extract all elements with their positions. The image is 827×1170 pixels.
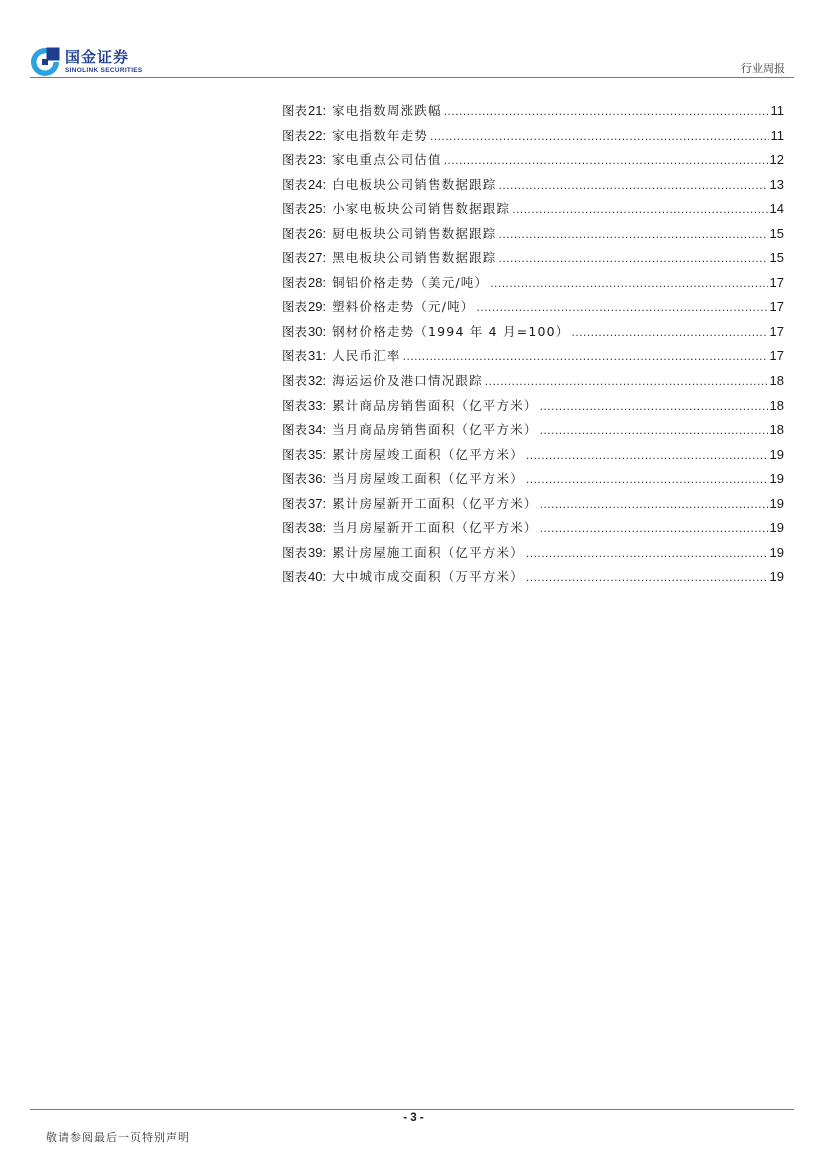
toc-dot-leader — [403, 349, 768, 363]
toc-entry-number: 37: — [308, 495, 327, 511]
toc-entry[interactable] — [282, 199, 784, 224]
table-of-figures — [282, 101, 784, 592]
footer-divider — [30, 1109, 794, 1110]
toc-entry-title: 累计房屋施工面积（亿平方米） — [332, 544, 524, 560]
toc-entry-title: 累计房屋竣工面积（亿平方米） — [332, 446, 524, 462]
toc-entry-page: 19 — [769, 471, 784, 487]
toc-entry[interactable] — [282, 371, 784, 396]
toc-dot-leader — [444, 153, 768, 167]
toc-entry-number: 21: — [308, 103, 327, 118]
toc-dot-leader — [444, 104, 769, 118]
toc-entry-number: 30: — [308, 323, 327, 339]
toc-entry-page: 18 — [769, 373, 784, 389]
toc-entry[interactable] — [282, 543, 784, 568]
toc-entry-page: 14 — [769, 201, 784, 217]
toc-entry-page: 17 — [769, 274, 784, 290]
toc-dot-leader — [540, 399, 768, 413]
toc-entry-title: 当月商品房销售面积（亿平方米） — [332, 422, 538, 438]
toc-entry-number: 24: — [308, 176, 327, 192]
toc-entry-title: 钢材价格走势（1994 年 4 月=100） — [332, 323, 570, 339]
toc-entry-prefix: 图表 — [282, 201, 308, 217]
toc-entry-prefix: 图表 — [282, 127, 308, 143]
disclaimer-text: 敬请参阅最后一页特别声明 — [46, 1131, 190, 1144]
logo-english-name: SINOLINK SECURITIES — [65, 66, 143, 74]
toc-entry-page: 15 — [769, 250, 784, 266]
toc-entry-prefix: 图表 — [282, 225, 308, 241]
toc-entry-prefix: 图表 — [282, 250, 308, 266]
toc-entry-number: 36: — [308, 471, 327, 487]
toc-entry-title: 当月房屋竣工面积（亿平方米） — [332, 471, 524, 487]
toc-dot-leader — [540, 497, 768, 511]
toc-entry-prefix: 图表 — [282, 520, 308, 536]
toc-entry[interactable] — [282, 445, 784, 470]
toc-entry-prefix: 图表 — [282, 373, 308, 389]
toc-entry-number: 28: — [308, 274, 327, 290]
toc-entry-number: 25: — [308, 201, 327, 217]
toc-dot-leader — [512, 202, 767, 216]
toc-entry-page: 15 — [769, 225, 784, 241]
toc-entry-page: 19 — [769, 495, 784, 511]
sinolink-logo-icon — [30, 47, 60, 77]
toc-entry-title: 累计商品房销售面积（亿平方米） — [332, 397, 538, 413]
toc-entry[interactable] — [282, 346, 784, 371]
toc-dot-leader — [490, 276, 767, 290]
toc-entry-title: 海运运价及港口情况跟踪 — [332, 373, 483, 389]
toc-entry-title: 塑料价格走势（元/吨） — [332, 299, 475, 315]
toc-dot-leader — [526, 570, 768, 584]
toc-entry-page: 18 — [769, 397, 784, 413]
toc-dot-leader — [572, 325, 768, 339]
toc-entry-prefix: 图表 — [282, 422, 308, 438]
toc-entry[interactable] — [282, 101, 784, 126]
toc-entry-title: 当月房屋新开工面积（亿平方米） — [332, 520, 538, 536]
toc-entry-number: 35: — [308, 446, 327, 462]
toc-entry-page: 17 — [769, 348, 784, 364]
toc-entry-number: 40: — [308, 569, 327, 585]
toc-entry-title: 黑电板块公司销售数据跟踪 — [332, 250, 497, 266]
toc-entry-number: 33: — [308, 397, 327, 413]
toc-entry-prefix: 图表 — [282, 348, 308, 364]
toc-entry-prefix: 图表 — [282, 176, 308, 192]
toc-entry[interactable] — [282, 273, 784, 298]
company-logo — [30, 47, 143, 77]
toc-entry-page: 19 — [769, 520, 784, 536]
toc-entry-prefix: 图表 — [282, 446, 308, 462]
toc-entry-number: 26: — [308, 225, 327, 241]
toc-entry-page: 19 — [769, 446, 784, 462]
toc-entry-prefix: 图表 — [282, 569, 308, 585]
toc-dot-leader — [499, 227, 768, 241]
toc-entry-number: 22: — [308, 127, 327, 143]
toc-entry[interactable] — [282, 224, 784, 249]
toc-entry[interactable] — [282, 518, 784, 543]
toc-entry-number: 29: — [308, 299, 327, 315]
toc-entry-page: 17 — [769, 323, 784, 339]
header-divider — [30, 77, 794, 78]
toc-entry-prefix: 图表 — [282, 103, 308, 118]
toc-entry-page: 11 — [770, 103, 784, 118]
toc-entry-prefix: 图表 — [282, 544, 308, 560]
toc-entry-title: 累计房屋新开工面积（亿平方米） — [332, 495, 538, 511]
toc-entry-prefix: 图表 — [282, 495, 308, 511]
toc-entry-page: 12 — [769, 152, 784, 168]
toc-entry[interactable] — [282, 322, 784, 347]
toc-entry-number: 32: — [308, 373, 327, 389]
toc-dot-leader — [526, 448, 768, 462]
toc-entry-title: 大中城市成交面积（万平方米） — [332, 569, 524, 585]
logo-chinese-name: 国金证券 — [65, 47, 130, 66]
toc-entry-number: 23: — [308, 152, 327, 168]
toc-entry[interactable] — [282, 126, 784, 151]
toc-entry[interactable] — [282, 150, 784, 175]
toc-entry-title: 家电指数周涨跌幅 — [332, 103, 442, 118]
toc-dot-leader — [477, 300, 768, 314]
toc-dot-leader — [540, 521, 768, 535]
toc-entry-prefix: 图表 — [282, 152, 308, 168]
toc-entry-prefix: 图表 — [282, 274, 308, 290]
page-number: - 3 - — [403, 1112, 424, 1124]
toc-entry-page: 19 — [769, 544, 784, 560]
page-header — [0, 0, 827, 80]
toc-dot-leader — [499, 178, 768, 192]
toc-dot-leader — [526, 546, 768, 560]
toc-entry[interactable] — [282, 248, 784, 273]
toc-dot-leader — [430, 129, 769, 143]
toc-entry-title: 小家电板块公司销售数据跟踪 — [332, 201, 511, 217]
toc-entry-page: 18 — [769, 422, 784, 438]
toc-entry[interactable] — [282, 297, 784, 322]
toc-entry-title: 家电重点公司估值 — [332, 152, 442, 168]
toc-entry-prefix: 图表 — [282, 471, 308, 487]
toc-entry-title: 铜铝价格走势（美元/吨） — [332, 274, 489, 290]
toc-entry[interactable] — [282, 420, 784, 445]
toc-entry[interactable] — [282, 469, 784, 494]
toc-entry-title: 人民币汇率 — [332, 348, 401, 364]
toc-dot-leader — [499, 251, 768, 265]
toc-entry[interactable] — [282, 567, 784, 592]
toc-entry-prefix: 图表 — [282, 299, 308, 315]
toc-entry-title: 白电板块公司销售数据跟踪 — [332, 176, 497, 192]
toc-entry-prefix: 图表 — [282, 323, 308, 339]
toc-dot-leader — [526, 472, 768, 486]
toc-entry[interactable] — [282, 396, 784, 421]
toc-entry-number: 39: — [308, 544, 327, 560]
toc-entry-page: 19 — [769, 569, 784, 585]
toc-entry-number: 34: — [308, 422, 327, 438]
toc-entry[interactable] — [282, 494, 784, 519]
toc-entry-page: 13 — [769, 176, 784, 192]
toc-entry-page: 17 — [769, 299, 784, 315]
toc-entry-page: 11 — [770, 127, 784, 143]
toc-entry-title: 厨电板块公司销售数据跟踪 — [332, 225, 497, 241]
toc-entry-number: 38: — [308, 520, 327, 536]
toc-entry-number: 31: — [308, 348, 327, 364]
toc-dot-leader — [540, 423, 768, 437]
toc-entry-title: 家电指数年走势 — [332, 127, 428, 143]
toc-entry-number: 27: — [308, 250, 327, 266]
toc-entry[interactable] — [282, 175, 784, 200]
toc-dot-leader — [485, 374, 768, 388]
report-type-label: 行业周报 — [741, 62, 785, 75]
toc-entry-prefix: 图表 — [282, 397, 308, 413]
